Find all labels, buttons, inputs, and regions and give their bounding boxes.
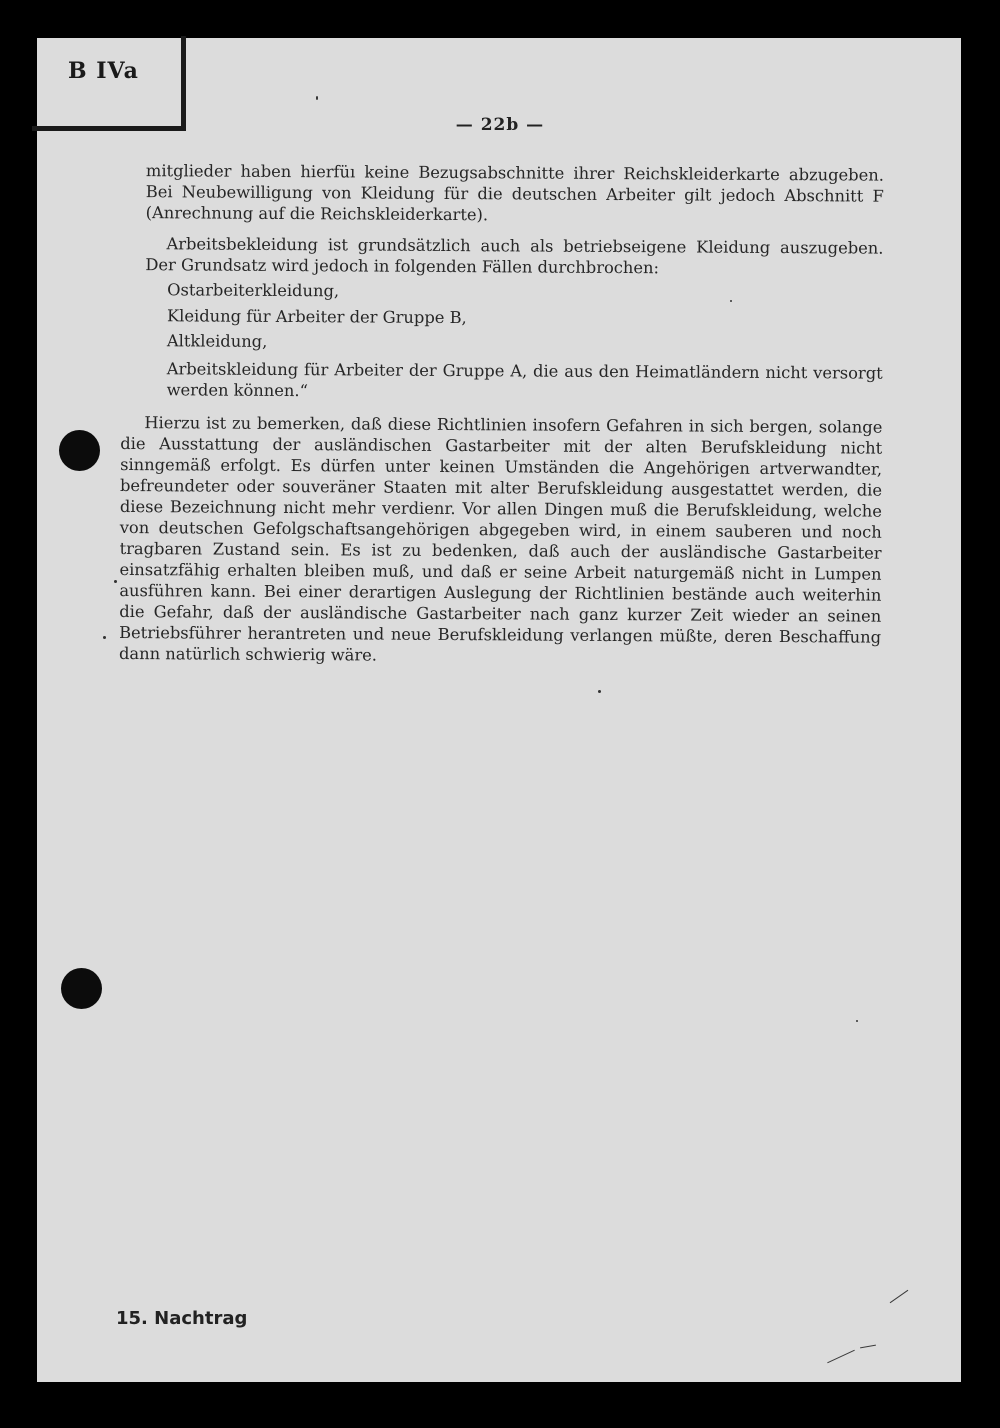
list-item: Altkleidung, <box>166 331 268 351</box>
list-item: Arbeitskleidung für Arbeiter der Gruppe A, die aus den Heimatländern nicht versorgt werden können.“ <box>166 358 883 400</box>
scan-speck <box>856 1020 858 1022</box>
punch-hole <box>61 968 102 1009</box>
paragraph-work-clothing: Arbeitsbekleidung ist grundsätzlich auch als betriebseigene Kleidung auszugeben. Der Grundsatz wird jedoch in folgenden Fällen durchbrochen: <box>145 234 884 278</box>
page-number: — 22b — <box>455 115 545 135</box>
supplement-label: 15. Nachtrag <box>116 1308 248 1329</box>
exception-list <box>121 277 884 404</box>
scan-speck <box>730 300 732 302</box>
scan-speck <box>114 580 117 583</box>
section-stamp-label: B IVa <box>68 58 139 84</box>
scan-speck <box>103 636 106 639</box>
list-item: Kleidung für Arbeiter der Gruppe B, <box>166 305 467 327</box>
punch-hole <box>59 430 100 471</box>
scan-speck <box>316 96 318 100</box>
scan-speck <box>598 690 601 693</box>
list-item: Ostarbeiterkleidung, <box>167 280 340 301</box>
paragraph-continuation: mitglieder haben hierfüı keine Bezugsabschnitte ihrer Reichskleiderkarte abzugeben. Bei Neubewilligung von Kleidung für die deutschen Arbeiter gilt jedoch Abschnitt F (Anrechnung auf die Reichskleiderkarte). <box>145 161 884 225</box>
document-body <box>119 160 884 668</box>
paragraph-remarks: Hierzu ist zu bemerken, daß diese Richtlinien insofern Gefahren in sich bergen, solange die Ausstattung der ausländischen Gastarbeiter mit der alten Berufskleidung nicht sinngemäß erfolgt. Es dürfen unter keinen Umständen die Angehörigen artverwandter, befreundeter oder souveräner Staaten mit alter Berufskleidung ausgestattet werden, die diese Bezeichnung nicht mehr verdienr. Vor allen Dingen muß die Berufskleidung, welche von deutschen Gefolgschaftsangehörigen abgegeben wird, in einem sauberen und noch tragbaren Zustand sein. Es ist zu bedenken, daß auch der ausländische Gastarbeiter einsatzfähig erhalten bleiben muß, und daß er seine Arbeit naturgemäß nicht in Lumpen ausführen kann. Bei einer derartigen Auslegung der Richtlinien bestände auch weiterhin die Gefahr, daß der ausländische Gastarbeiter nach ganz kurzer Zeit wieder an seinen Betriebsführer herantreten und neue Berufskleidung verlangen müßte, deren Beschaffung dann natürlich schwierig wäre. <box>118 412 883 665</box>
